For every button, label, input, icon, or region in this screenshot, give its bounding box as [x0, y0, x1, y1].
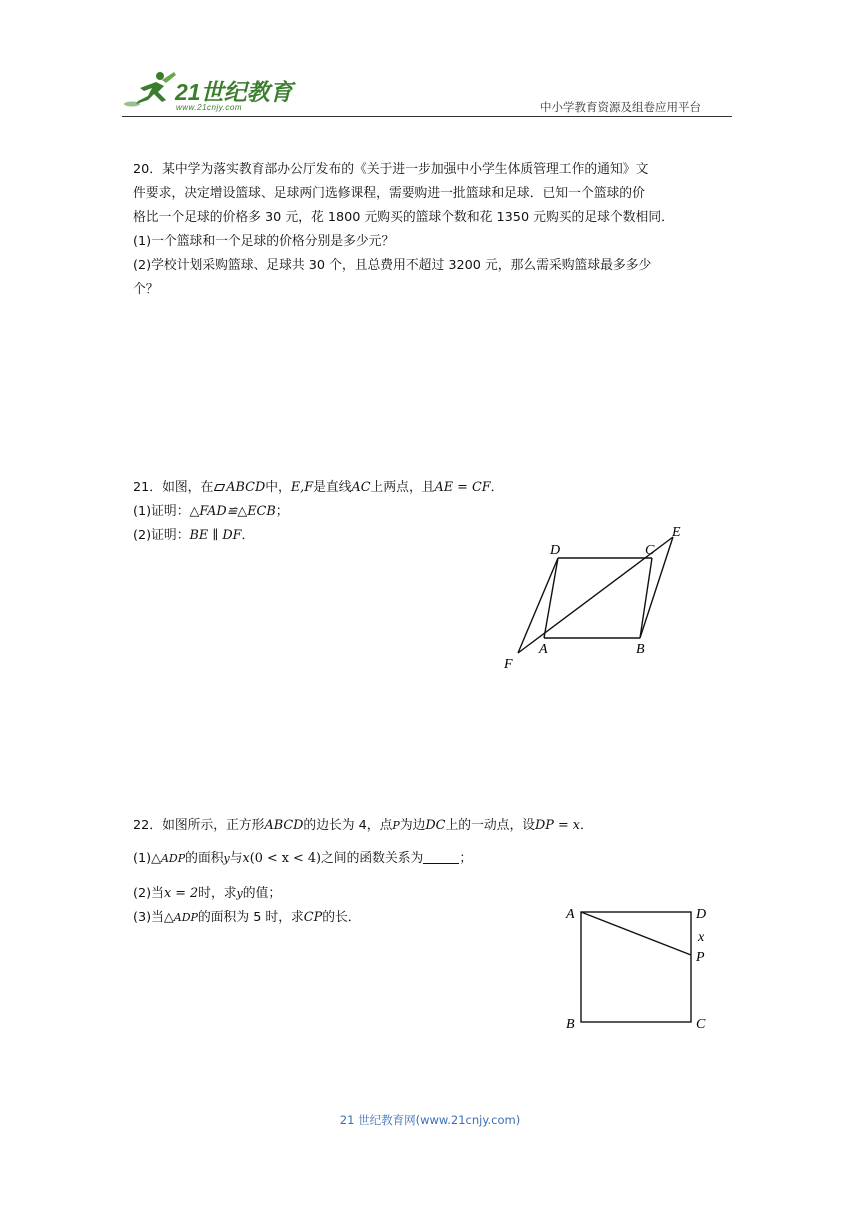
q22-dp-eq: DP = x — [535, 818, 580, 833]
edge-cb — [640, 558, 652, 638]
q22-part1-text-a: 的面积 — [185, 851, 224, 866]
label-c: C — [696, 1017, 706, 1032]
q21-part2-end: ． — [241, 528, 255, 543]
q22-part1-x: x — [242, 851, 250, 866]
q21-part1-end: ； — [275, 504, 289, 519]
q22-part1-text-c: 之间的函数关系为 — [320, 851, 424, 866]
answer-blank[interactable] — [423, 849, 459, 864]
q22-part3 — [133, 906, 361, 930]
q22-text-end: ． — [580, 818, 593, 833]
q22-point-p: P — [392, 819, 400, 832]
q20-part2-line1: (2)学校计划采购篮球、足球共 30 个，且总费用不超过 3200 元，那么需采购篮球最多多少 — [133, 258, 652, 273]
q20-line2: 件要求，决定增设篮球、足球两门选修课程，需要购进一批篮球和足球．已知一个篮球的价 — [133, 186, 645, 201]
footer-link[interactable]: 21 世纪教育网(www.21cnjy.com) — [339, 1113, 521, 1127]
q22-part1-end: ； — [459, 851, 473, 866]
q21-part2-label: (2)证明： — [133, 528, 190, 543]
q22-number: 22．如图所示，正方形 — [133, 818, 265, 833]
q21-text-c: 上两点，且 — [370, 480, 435, 495]
q22-part2-eq: x = 2 — [163, 886, 199, 901]
q22-side-dc: DC — [425, 818, 446, 833]
q21-text-b: 是直线 — [313, 480, 352, 495]
q22-part3-cp: CP — [303, 910, 323, 925]
q21-number: 21．如图，在 — [133, 480, 214, 495]
q21-line-ac: AC — [351, 480, 371, 495]
label-p: P — [696, 950, 705, 965]
segment-ap — [581, 912, 691, 955]
q21-parallelogram-figure — [490, 520, 700, 680]
q22-part1-triangle: ADP — [160, 852, 186, 865]
logo-text: 21世纪教育 — [175, 79, 293, 105]
q22-part1-label: (1)△ — [133, 851, 161, 866]
label-a: A — [539, 642, 548, 657]
label-b: B — [566, 1017, 575, 1032]
q22-text-c: 上的一动点，设 — [445, 818, 536, 833]
q22-text-a: 的边长为 4，点 — [303, 818, 393, 833]
q22-stem — [133, 814, 593, 838]
q21-part2 — [133, 524, 254, 548]
header-divider — [122, 116, 732, 117]
label-x: x — [698, 930, 705, 945]
q22-part3-text-a: 的面积为 5 时，求 — [197, 910, 304, 925]
q21-equation: AE = CF — [434, 480, 491, 495]
q20-line1: 20．某中学为落实教育部办公厅发布的《关于进一步加强中小学生体质管理工作的通知》文 — [133, 162, 649, 177]
q22-part2-y: y — [236, 887, 243, 900]
q22-part2-text-a: 时，求 — [198, 886, 237, 901]
q22-part1-range: (0 < x < 4) — [249, 851, 321, 866]
q22-part3-end: 的长． — [322, 910, 361, 925]
q21-text-a: 中， — [265, 480, 291, 495]
platform-title: 中小学教育资源及组卷应用平台 — [540, 100, 701, 114]
label-c: C — [645, 543, 655, 558]
parallelogram-icon — [214, 476, 225, 483]
q21-text-end: ． — [490, 480, 504, 495]
q21-parallelogram-name: ABCD — [226, 480, 266, 495]
q22-part2-end: 的值； — [242, 886, 282, 901]
label-f: F — [504, 657, 513, 672]
q20-line3: 格比一个足球的价格多 30 元，花 1800 元购买的篮球个数和花 1350 元购买的足球个数相同． — [133, 210, 674, 225]
q22-part2 — [133, 882, 281, 906]
square-abcd — [581, 912, 691, 1022]
label-b: B — [636, 642, 645, 657]
q22-part2-label: (2)当 — [133, 886, 164, 901]
q21-points: E,F — [290, 480, 314, 495]
q22-square-figure — [560, 900, 720, 1040]
q22-part3-triangle: ADP — [173, 911, 198, 924]
label-d: D — [550, 543, 561, 558]
label-a: A — [566, 907, 575, 922]
q21-part1-congruence: △FAD≌△ECB — [189, 504, 276, 519]
q22-part1 — [133, 847, 472, 871]
q21-part1 — [133, 500, 289, 524]
q22-part1-text-b: 与 — [229, 851, 243, 866]
q21-part2-parallel: BE ∥ DF — [189, 528, 242, 543]
q20-part1: (1)一个篮球和一个足球的价格分别是多少元？ — [133, 234, 395, 249]
label-d: D — [696, 907, 707, 922]
q22-square-name: ABCD — [264, 818, 304, 833]
logo-url: www.21cnjy.com — [176, 103, 242, 112]
q22-part1-y: y — [223, 852, 230, 865]
edge-ad — [544, 558, 558, 638]
label-e: E — [672, 525, 681, 540]
q20-part2-line2: 个？ — [133, 282, 159, 297]
q22-text-b: 为边 — [399, 818, 426, 833]
q22-part3-label: (3)当△ — [133, 910, 174, 925]
q21-part1-label: (1)证明： — [133, 504, 190, 519]
q21-stem — [133, 476, 503, 500]
